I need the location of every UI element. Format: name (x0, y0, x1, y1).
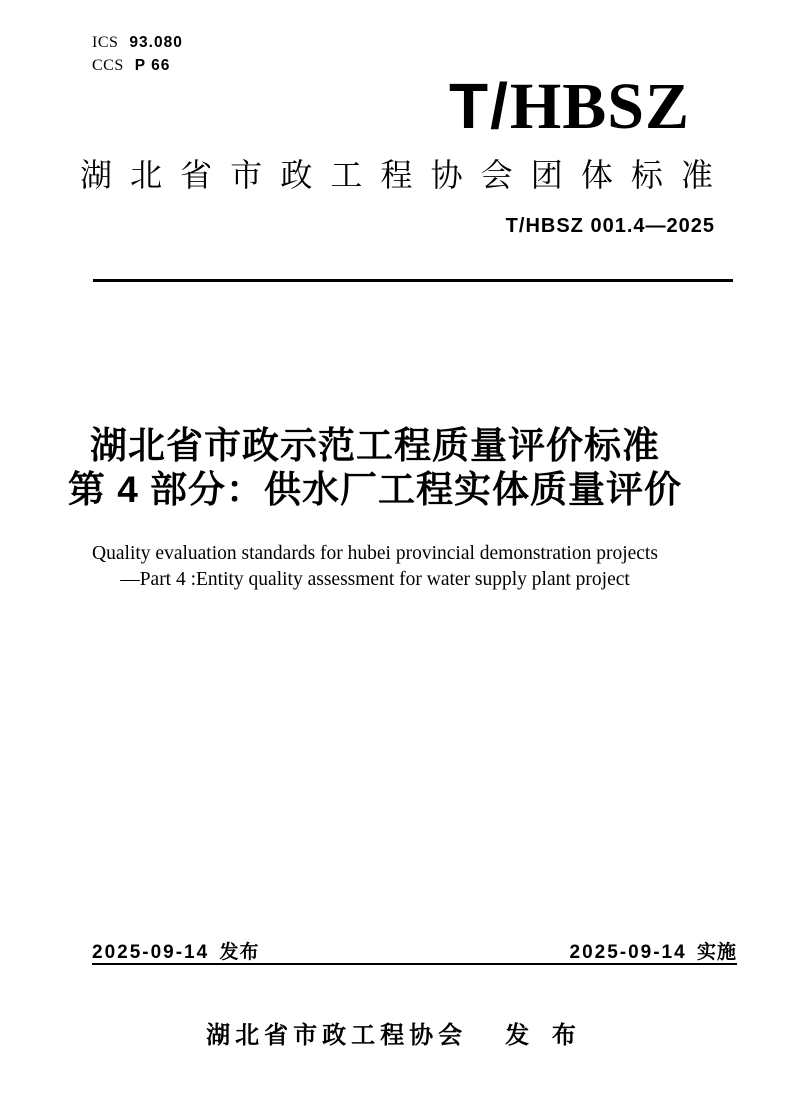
title-english (0, 541, 750, 593)
ics-value: 93.080 (129, 34, 183, 51)
ccs-value: P 66 (134, 57, 171, 74)
date-row (92, 937, 737, 964)
implement-label: 实施 (696, 942, 737, 963)
standard-logo (449, 70, 690, 143)
top-divider-rule (93, 279, 733, 282)
logo-prefix: T/ (449, 70, 510, 142)
ics-label: ICS (92, 34, 119, 51)
title-english-line2: —Part 4 :Entity quality assessment for water supply plant project (120, 569, 630, 590)
title-chinese-line1: 湖北省市政示范工程质量评价标准 (90, 425, 660, 466)
logo-suffix: HBSZ (509, 70, 690, 143)
ccs-code-row (92, 57, 183, 80)
implement-date: 2025-09-14 (569, 942, 687, 963)
implement-date-group (570, 937, 738, 964)
association-standard-band: 湖北省市政工程协会团体标准 (80, 157, 730, 193)
publisher-row (0, 1015, 790, 1050)
ccs-label: CCS (92, 57, 124, 74)
bottom-divider-rule (92, 963, 737, 965)
ics-code-row (92, 34, 183, 57)
publish-action-label: 发 布 (505, 1022, 584, 1049)
issue-label: 发布 (219, 942, 260, 963)
issue-date-group (92, 937, 260, 964)
publisher-name: 湖北省市政工程协会 (206, 1022, 468, 1049)
standard-number: T/HBSZ 001.4—2025 (505, 215, 715, 237)
title-english-line1: Quality evaluation standards for hubei provincial demonstration projects (92, 543, 658, 564)
title-chinese-line2: 第 4 部分：供水厂工程实体质量评价 (67, 469, 683, 510)
title-chinese (0, 424, 750, 512)
issue-date: 2025-09-14 (92, 942, 210, 963)
classification-codes (92, 34, 183, 80)
